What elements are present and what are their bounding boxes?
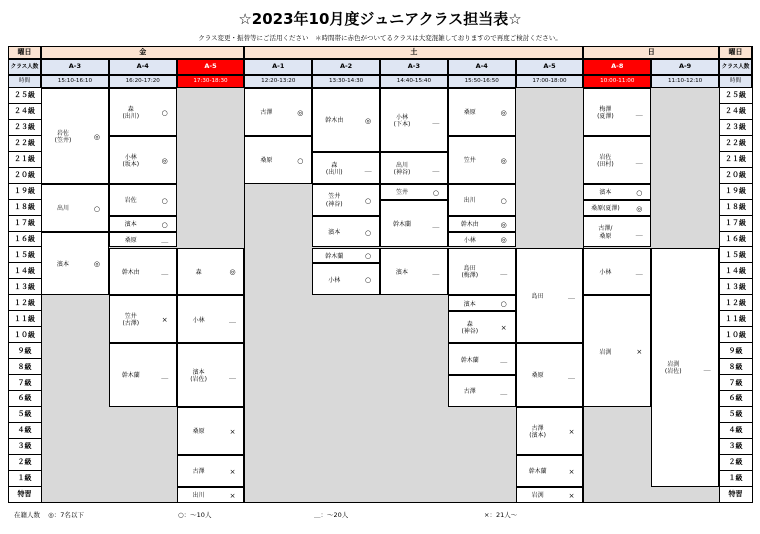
class-assignment[interactable] (583, 200, 651, 216)
enrollment-mark: ＿ (161, 372, 169, 381)
enrollment-mark: ＿ (635, 268, 643, 277)
legend-text: ：～10人 (183, 511, 212, 519)
enrollment-mark: ◎ (93, 132, 100, 141)
enrollment-mark: × (568, 427, 575, 436)
instructor-name: 笠井 (463, 157, 476, 165)
level-label-right: ２０級 (719, 168, 752, 184)
class-assignment[interactable] (41, 184, 109, 232)
class-header-3: A-1 (244, 59, 312, 75)
enrollment-mark: ＿ (568, 292, 575, 301)
instructor-name: 小林 (328, 276, 341, 284)
enrollment-mark: ◎ (161, 156, 168, 165)
instructor-name: 岩渕 (岩佐) (664, 360, 682, 376)
class-assignment[interactable] (109, 184, 177, 216)
instructor-name: 森 (神谷) (461, 321, 479, 336)
enrollment-mark: ○ (636, 188, 643, 197)
instructor-name: 桑原 (124, 236, 137, 244)
level-label-right: ３級 (719, 439, 752, 455)
enrollment-mark: ＿ (703, 364, 711, 373)
level-label-right: ９級 (719, 343, 752, 359)
enrollment-mark: × (500, 324, 507, 333)
time-header-1: 16:20-17:20 (109, 75, 177, 88)
enrollment-mark: × (568, 467, 575, 476)
instructor-name: 古澤/ 桑原 (598, 225, 613, 240)
day-divider (583, 46, 584, 503)
instructor-name: 岩佐 (124, 197, 137, 205)
enrollment-mark: ＿ (364, 164, 372, 173)
instructor-name: 島田 (梅澤) (461, 265, 479, 280)
class-header-1: A-4 (109, 59, 177, 75)
class-header-4: A-2 (312, 59, 380, 75)
class-assignment[interactable] (41, 232, 109, 296)
class-assignment[interactable] (448, 375, 516, 407)
level-label-left: ２０級 (8, 168, 41, 184)
class-assignment[interactable] (109, 216, 177, 232)
level-label-left: １９級 (8, 184, 41, 200)
class-assignment[interactable] (448, 248, 516, 296)
instructor-name: 幹木由 (460, 220, 479, 228)
enrollment-mark: ○ (161, 196, 168, 205)
level-label-left: ２３級 (8, 120, 41, 136)
legend-item-2 (178, 510, 211, 519)
class-assignment[interactable] (109, 343, 177, 407)
level-label-right: ２２級 (719, 136, 752, 152)
instructor-name: 出川 (463, 197, 476, 205)
enrollment-mark: × (161, 316, 168, 325)
level-label-left: ７級 (8, 375, 41, 391)
level-label-right: １６級 (719, 232, 752, 248)
enrollment-mark: ○ (161, 108, 168, 117)
enrollment-mark: ＿ (635, 108, 643, 117)
instructor-name: 幹木蘭 (393, 220, 412, 228)
page-title: ☆2023年10月度ジュニアクラス担当表☆ (238, 10, 522, 28)
instructor-name: 幹木由 (121, 268, 140, 276)
instructor-name: 桑原 (192, 428, 205, 436)
level-label-right: 特習 (719, 487, 752, 503)
enrollment-mark: × (636, 348, 643, 357)
class-assignment[interactable] (109, 232, 177, 248)
enrollment-mark: ○ (365, 276, 372, 285)
class-assignment[interactable] (312, 152, 380, 184)
level-label-left: １４級 (8, 263, 41, 279)
class-assignment[interactable] (448, 343, 516, 375)
instructor-name: 森 (出川) (122, 105, 140, 120)
level-label-left: １６級 (8, 232, 41, 248)
bottom-border (8, 502, 752, 503)
legend-mark-underscore: ＿ (314, 511, 321, 519)
instructor-name: 小林 (599, 268, 612, 276)
time-header-2: 17:30-18:30 (177, 75, 245, 88)
level-label-left: ２４級 (8, 104, 41, 120)
enrollment-mark: ◎ (93, 260, 100, 269)
instructor-name: 古澤 (192, 468, 205, 476)
usage-note: クラス変更・振替等にご活用ください ＊時間帯に赤色がついてるクラスは大変混雑しておりますので再度ご検討ください。 (198, 34, 562, 42)
instructor-name: 濱本 (396, 268, 409, 276)
level-label-left: ５級 (8, 407, 41, 423)
day-divider (719, 46, 720, 503)
day-header-sat: 土 (244, 46, 583, 59)
enrollment-mark: ＿ (161, 268, 169, 277)
class-assignment[interactable] (583, 216, 651, 248)
instructor-name: 古澤 (260, 109, 273, 117)
class-assignment[interactable] (244, 136, 312, 184)
enrollment-mark: × (568, 491, 575, 500)
instructor-name: 出川 (192, 492, 205, 500)
day-divider (41, 46, 42, 503)
class-assignment[interactable] (448, 295, 516, 311)
enrollment-mark: ＿ (500, 356, 508, 365)
level-label-left: １３級 (8, 279, 41, 295)
instructor-name: 濱本 (岩佐) (190, 368, 207, 384)
instructor-name: 岩佐 (笠井) (54, 129, 72, 144)
class-assignment[interactable] (41, 88, 109, 184)
class-assignment[interactable] (448, 136, 516, 184)
time-header-6: 15:50-16:50 (448, 75, 516, 88)
time-header-4: 13:30-14:30 (312, 75, 380, 88)
level-label-left: ２５級 (8, 88, 41, 104)
instructor-name: 濱本 (328, 228, 341, 236)
header-youbi-right: 曜日 (719, 46, 752, 59)
class-assignment[interactable] (177, 407, 245, 455)
class-assignment[interactable] (380, 152, 448, 184)
level-label-right: １９級 (719, 184, 752, 200)
class-header-7: A-5 (516, 59, 584, 75)
instructor-name: 幹木由 (325, 117, 344, 125)
level-label-right: ６級 (719, 391, 752, 407)
instructor-name: 小林 (坂本) (122, 153, 140, 168)
enrollment-mark: ○ (93, 204, 100, 213)
level-label-right: ８級 (719, 359, 752, 375)
level-label-right: １４級 (719, 263, 752, 279)
enrollment-mark: ＿ (229, 372, 236, 381)
instructor-name: 笠井 (396, 189, 409, 197)
class-assignment[interactable] (380, 200, 448, 248)
header-time-right: 時間 (719, 75, 752, 88)
level-label-left: １５級 (8, 248, 41, 264)
day-divider (8, 46, 9, 503)
day-divider (752, 46, 753, 503)
enrollment-mark: ＿ (635, 156, 643, 165)
instructor-name: 小林 (463, 236, 476, 244)
legend-item-3 (314, 510, 348, 519)
class-assignment[interactable] (448, 311, 516, 343)
level-label-left: ２１級 (8, 152, 41, 168)
level-label-right: ２３級 (719, 120, 752, 136)
class-header-8: A-8 (583, 59, 651, 75)
time-header-7: 17:00-18:00 (516, 75, 584, 88)
class-header-6: A-4 (448, 59, 516, 75)
class-assignment[interactable] (583, 184, 651, 200)
legend-text: ：～20人 (320, 511, 349, 519)
class-assignment[interactable] (516, 248, 584, 344)
enrollment-mark: ○ (297, 156, 304, 165)
class-assignment[interactable] (109, 248, 177, 296)
class-header-9: A-9 (651, 59, 719, 75)
enrollment-mark: ＿ (432, 116, 440, 125)
enrollment-mark: ○ (432, 188, 439, 197)
level-label-left: ６級 (8, 391, 41, 407)
header-class-count-left: クラス人数 (8, 59, 41, 75)
enrollment-mark: ◎ (500, 236, 507, 245)
enrollment-mark: ◎ (500, 156, 507, 165)
instructor-name: 濱本 (463, 300, 476, 308)
instructor-name: 古澤 (463, 388, 476, 396)
level-label-right: １５級 (719, 248, 752, 264)
enrollment-mark: ○ (365, 228, 372, 237)
level-label-left: ３級 (8, 439, 41, 455)
enrollment-mark: ＿ (568, 372, 575, 381)
day-header-sun: 日 (583, 46, 719, 59)
enrollment-mark: ＿ (432, 220, 440, 229)
class-assignment[interactable] (244, 88, 312, 136)
class-header-2: A-5 (177, 59, 245, 75)
level-label-left: １８級 (8, 200, 41, 216)
level-label-left: ４級 (8, 423, 41, 439)
time-header-3: 12:20-13:20 (244, 75, 312, 88)
level-label-right: １８級 (719, 200, 752, 216)
instructor-name: 岩渕 (599, 348, 612, 356)
class-assignment[interactable] (516, 455, 584, 487)
enrollment-mark: × (229, 491, 236, 500)
level-label-right: ５級 (719, 407, 752, 423)
level-label-right: ４級 (719, 423, 752, 439)
legend-mark-cross: × (484, 511, 490, 519)
instructor-name: 幹木蘭 (121, 372, 140, 380)
class-assignment[interactable] (177, 248, 245, 296)
class-assignment[interactable] (177, 295, 245, 343)
class-assignment[interactable] (583, 136, 651, 184)
class-assignment[interactable] (312, 248, 380, 264)
instructor-name: 出川 (57, 205, 70, 213)
class-assignment[interactable] (516, 487, 584, 503)
class-header-5: A-3 (380, 59, 448, 75)
class-assignment[interactable] (177, 343, 245, 407)
level-label-left: １７級 (8, 216, 41, 232)
level-label-right: １２級 (719, 295, 752, 311)
enrollment-mark: ＿ (635, 228, 643, 237)
level-label-left: ２２級 (8, 136, 41, 152)
class-assignment[interactable] (448, 232, 516, 248)
instructor-name: 幹木蘭 (528, 468, 547, 476)
legend-item-1 (14, 510, 84, 519)
level-label-left: 特習 (8, 487, 41, 503)
time-header-0: 15:10-16:10 (41, 75, 109, 88)
instructor-name: 小林 (下本) (393, 113, 411, 128)
level-label-left: １級 (8, 471, 41, 487)
enrollment-mark: ◎ (365, 116, 372, 125)
class-assignment[interactable] (109, 88, 177, 136)
level-label-right: １３級 (719, 279, 752, 295)
class-assignment[interactable] (312, 88, 380, 152)
instructor-name: 濱本 (57, 260, 70, 268)
class-assignment[interactable] (448, 216, 516, 232)
class-assignment[interactable] (380, 184, 448, 200)
enrollment-mark: ○ (161, 220, 168, 229)
class-header-0: A-3 (41, 59, 109, 75)
level-label-left: １２級 (8, 295, 41, 311)
instructor-name: 古澤 (濱本) (529, 424, 546, 439)
instructor-name: 笠井 (古澤) (122, 313, 140, 328)
class-assignment[interactable] (109, 295, 177, 343)
enrollment-mark: ＿ (432, 268, 440, 277)
instructor-name: 梅澤 (夏澤) (597, 105, 614, 120)
enrollment-mark: ○ (365, 196, 372, 205)
header-class-count-right: クラス人数 (719, 59, 752, 75)
schedule-grid (8, 46, 752, 503)
instructor-name: 小林 (192, 316, 205, 324)
level-label-right: ７級 (719, 375, 752, 391)
level-label-right: １０級 (719, 327, 752, 343)
day-divider (244, 46, 245, 503)
instructor-name: 桑原 (531, 372, 544, 380)
class-assignment[interactable] (312, 263, 380, 295)
header-youbi-left: 曜日 (8, 46, 41, 59)
class-assignment[interactable] (516, 407, 584, 455)
level-label-left: ９級 (8, 343, 41, 359)
enrollment-mark: ＿ (432, 164, 440, 173)
level-label-right: １１級 (719, 311, 752, 327)
instructor-name: 出川 (神谷) (393, 161, 411, 176)
instructor-name: 岩渕 (531, 492, 544, 500)
legend-label: 在籍人数 (14, 511, 40, 519)
class-assignment[interactable] (177, 487, 245, 503)
class-assignment[interactable] (448, 88, 516, 136)
class-assignment[interactable] (448, 184, 516, 216)
instructor-name: 桑原(夏澤) (591, 205, 620, 213)
class-assignment[interactable] (312, 184, 380, 216)
class-assignment[interactable] (583, 88, 651, 136)
level-label-left: ２級 (8, 455, 41, 471)
class-assignment[interactable] (583, 295, 651, 407)
time-header-9: 11:10-12:10 (651, 75, 719, 88)
instructor-name: 岩佐 (田村) (597, 153, 614, 168)
enrollment-mark: ○ (365, 252, 372, 261)
time-header-8: 10:00-11:00 (583, 75, 651, 88)
enrollment-mark: ◎ (636, 204, 643, 213)
instructor-name: 濱本 (124, 220, 137, 228)
instructor-name: 幹木蘭 (325, 252, 344, 260)
class-assignment[interactable] (109, 136, 177, 184)
legend-item-4 (484, 510, 517, 519)
enrollment-mark: ◎ (229, 268, 236, 277)
class-assignment[interactable] (583, 248, 651, 296)
enrollment-mark: ＿ (500, 388, 508, 397)
enrollment-mark: ○ (500, 300, 507, 309)
instructor-name: 幹木蘭 (460, 356, 479, 364)
level-label-right: ２級 (719, 455, 752, 471)
enrollment-mark: × (229, 427, 236, 436)
level-label-right: ２５級 (719, 88, 752, 104)
level-label-left: １０級 (8, 327, 41, 343)
level-label-right: ２４級 (719, 104, 752, 120)
time-header-5: 14:40-15:40 (380, 75, 448, 88)
enrollment-mark: ＿ (500, 268, 508, 277)
header-time-left: 時間 (8, 75, 41, 88)
legend-text: ：7名以下 (53, 511, 84, 519)
enrollment-mark: ○ (500, 196, 507, 205)
day-header-fri: 金 (41, 46, 244, 59)
level-label-left: １１級 (8, 311, 41, 327)
instructor-name: 桑原 (463, 109, 476, 117)
level-label-right: ２１級 (719, 152, 752, 168)
enrollment-mark: ＿ (229, 316, 236, 325)
class-assignment[interactable] (651, 248, 719, 487)
enrollment-mark: ＿ (161, 236, 169, 245)
instructor-name: 濱本 (599, 189, 612, 197)
level-label-right: １７級 (719, 216, 752, 232)
instructor-name: 森 (195, 268, 202, 276)
instructor-name: 笠井 (神谷) (325, 193, 343, 208)
enrollment-mark: ◎ (500, 220, 507, 229)
legend-text: ：21人～ (489, 511, 518, 519)
legend-mark-double-circle: ◎ (48, 511, 54, 519)
enrollment-mark: × (229, 467, 236, 476)
level-label-right: １級 (719, 471, 752, 487)
enrollment-mark: ◎ (297, 108, 304, 117)
class-assignment[interactable] (312, 216, 380, 248)
enrollment-mark: ◎ (500, 108, 507, 117)
instructor-name: 森 (出川) (325, 161, 343, 176)
class-assignment[interactable] (380, 88, 448, 152)
level-label-left: ８級 (8, 359, 41, 375)
instructor-name: 島田 (531, 292, 544, 300)
class-assignment[interactable] (380, 248, 448, 296)
class-assignment[interactable] (177, 455, 245, 487)
instructor-name: 桑原 (260, 157, 273, 165)
class-assignment[interactable] (516, 343, 584, 407)
legend-mark-circle: ○ (178, 511, 184, 519)
